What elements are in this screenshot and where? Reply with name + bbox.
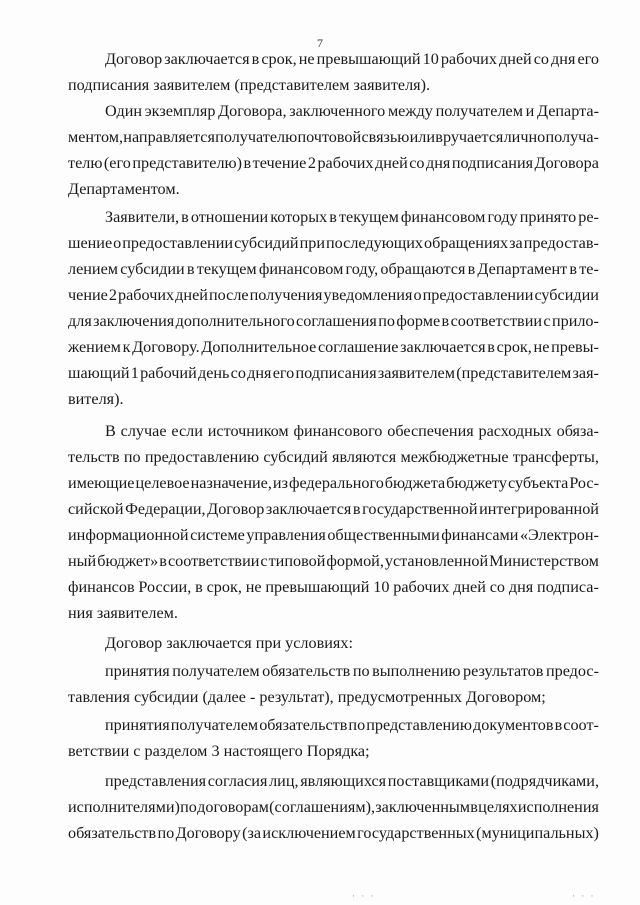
word: исполнения xyxy=(517,798,599,816)
word: представления xyxy=(105,772,207,790)
word: со xyxy=(489,578,506,596)
word: его xyxy=(577,50,599,68)
word: являются xyxy=(332,448,397,466)
word: уведомления xyxy=(323,286,413,304)
word: зая- xyxy=(572,364,599,382)
word: субсидий xyxy=(263,448,328,466)
word: о xyxy=(413,286,422,304)
text-line xyxy=(105,632,353,654)
word: экземпляр xyxy=(144,102,216,120)
line-text: ния заявителем. xyxy=(68,604,178,622)
word: в xyxy=(554,716,563,734)
word: лично xyxy=(503,128,546,146)
word: соответствии xyxy=(450,312,543,330)
word: финансового xyxy=(293,422,383,440)
word: вручается xyxy=(435,128,504,146)
word: со xyxy=(409,154,425,172)
word: являющихся xyxy=(300,772,387,790)
text-line xyxy=(68,336,599,358)
word: представлению xyxy=(366,716,472,734)
word: заключается xyxy=(400,338,486,356)
text-line xyxy=(105,100,599,122)
word: исполнителями) xyxy=(68,798,180,816)
line-text: подписания заявителем (представителем заявителя). xyxy=(68,76,431,94)
word: целевое xyxy=(135,474,190,492)
word: принятия xyxy=(105,662,170,680)
word: дней xyxy=(498,50,532,68)
word: заключается xyxy=(265,500,352,518)
word: (соглашениям), xyxy=(269,798,376,816)
word: его xyxy=(272,364,295,382)
word: выполнению xyxy=(372,662,461,680)
word: бюджета xyxy=(384,474,446,492)
word: не xyxy=(245,578,262,596)
word: договорам xyxy=(197,798,269,816)
text-line xyxy=(105,206,599,228)
word: согласия xyxy=(207,772,268,790)
word: году xyxy=(487,208,518,226)
word: для xyxy=(68,312,92,330)
text-line xyxy=(68,152,599,174)
text-line xyxy=(68,576,599,598)
page-number: 7 xyxy=(317,36,323,50)
word: государственной xyxy=(362,500,478,518)
word: дней xyxy=(453,578,486,596)
word: получателем xyxy=(170,716,259,734)
word: источником xyxy=(207,422,289,440)
word: обяза- xyxy=(556,422,599,440)
word: подписания xyxy=(295,364,377,382)
line-text: вителя). xyxy=(68,390,124,408)
text-line xyxy=(68,822,599,844)
line-text: Департаментом. xyxy=(68,180,180,198)
word: получения xyxy=(249,286,323,304)
word: Федерации, xyxy=(125,500,206,518)
word: Договор xyxy=(105,50,163,68)
word: и xyxy=(525,102,535,120)
word: бюджет» xyxy=(97,552,159,570)
word: 10 xyxy=(373,578,390,596)
word: получа- xyxy=(545,128,599,146)
word: Департа- xyxy=(536,102,599,120)
word: предоставлению xyxy=(144,448,260,466)
word: обязательств xyxy=(68,824,157,842)
word: в xyxy=(569,260,578,278)
word: рабочих xyxy=(317,154,374,172)
word: в xyxy=(487,338,495,356)
word: Министерством xyxy=(489,552,599,570)
word: в xyxy=(467,260,476,278)
word: общественными xyxy=(327,526,440,544)
line-text: ветствии с разделом 3 настоящего Порядка; xyxy=(68,742,370,760)
word: типовой xyxy=(268,552,326,570)
word: дней xyxy=(375,154,408,172)
word: отношении xyxy=(190,208,269,226)
text-line xyxy=(68,284,599,306)
word: результатов xyxy=(463,662,544,680)
word: в xyxy=(251,50,260,68)
word: по xyxy=(348,716,366,734)
word: обязательств xyxy=(262,662,351,680)
word: к xyxy=(122,338,131,356)
word: случае xyxy=(120,422,167,440)
word: предос- xyxy=(545,662,599,680)
word: срок, xyxy=(496,338,532,356)
word: срок, xyxy=(206,578,242,596)
word: подписания xyxy=(451,154,534,172)
word: лиц, xyxy=(269,772,299,790)
word: в xyxy=(243,154,252,172)
word: (его xyxy=(103,154,131,172)
word: не xyxy=(533,338,550,356)
word: финансовом xyxy=(258,260,344,278)
word: Договор xyxy=(207,500,265,518)
word: в xyxy=(329,208,337,226)
word: обеспечения xyxy=(387,422,474,440)
word: получателем xyxy=(172,662,260,680)
word: рабочих xyxy=(393,578,450,596)
text-line xyxy=(68,796,599,818)
word: предостав- xyxy=(523,234,599,252)
word: течение xyxy=(252,154,307,172)
word: если xyxy=(171,422,203,440)
word: почтовой xyxy=(297,128,362,146)
word: заключения xyxy=(93,312,175,330)
word: те- xyxy=(579,260,599,278)
word: рабочих xyxy=(440,50,497,68)
text-line xyxy=(68,258,599,280)
word: расходных xyxy=(478,422,552,440)
word: с xyxy=(543,312,551,330)
word: рабочий xyxy=(140,364,197,382)
word: межбюджетные xyxy=(400,448,509,466)
word: рабочих xyxy=(118,286,175,304)
word: прило- xyxy=(551,312,599,330)
word: Один xyxy=(105,102,143,120)
word: заключенного xyxy=(289,102,386,120)
word: в xyxy=(186,260,195,278)
text-line xyxy=(105,714,599,736)
word: финансов xyxy=(68,578,135,596)
word: по xyxy=(123,448,141,466)
word: Договору. xyxy=(132,338,200,356)
word: дня xyxy=(247,364,272,382)
word: по xyxy=(180,798,197,816)
text-line xyxy=(68,232,599,254)
word: финансовом xyxy=(400,208,486,226)
text-line xyxy=(68,310,599,332)
text-line xyxy=(68,602,178,624)
word: России, xyxy=(138,578,192,596)
word: системе xyxy=(190,526,245,544)
word: превы- xyxy=(551,338,599,356)
word: с xyxy=(260,552,268,570)
word: в xyxy=(159,552,167,570)
word: соот- xyxy=(563,716,599,734)
word: текущем xyxy=(196,260,257,278)
word: Департамент xyxy=(477,260,568,278)
word: направляется xyxy=(123,128,215,146)
text-line xyxy=(68,524,599,546)
word: соглашения xyxy=(296,312,377,330)
word: субсидии xyxy=(534,286,599,304)
text-line xyxy=(105,420,599,442)
word: день xyxy=(197,364,230,382)
word: (представителем xyxy=(456,364,572,382)
word: в xyxy=(352,500,361,518)
word: имеющие xyxy=(68,474,135,492)
text-line xyxy=(68,472,599,494)
word: федерального xyxy=(288,474,384,492)
word: по xyxy=(352,662,370,680)
word: соглашение xyxy=(317,338,399,356)
word: целях xyxy=(478,798,518,816)
word: документов xyxy=(472,716,554,734)
word: обязательств xyxy=(259,716,348,734)
word: (муниципальных) xyxy=(476,824,599,842)
text-line xyxy=(68,388,124,410)
word: Заявители, xyxy=(105,208,180,226)
word: подписа- xyxy=(537,578,599,596)
word: принятия xyxy=(105,716,170,734)
word: Договора xyxy=(534,154,599,172)
word: чение xyxy=(68,286,108,304)
text-line xyxy=(68,550,599,572)
word: о xyxy=(113,234,122,252)
text-line xyxy=(105,660,599,682)
word: Договора, xyxy=(218,102,287,120)
word: субсидий xyxy=(234,234,299,252)
text-line xyxy=(68,446,599,468)
word: в xyxy=(441,312,450,330)
word: по xyxy=(378,312,395,330)
word: со xyxy=(533,50,550,68)
word: в xyxy=(181,208,189,226)
word: из xyxy=(272,474,288,492)
word: превышающий xyxy=(265,578,370,596)
word: 2 xyxy=(307,154,316,172)
word: информационной xyxy=(68,526,189,544)
text-line xyxy=(68,178,180,200)
word: за xyxy=(509,234,523,252)
text-line xyxy=(68,74,430,96)
scan-artifact: · · · xyxy=(352,891,376,901)
word: жением xyxy=(68,338,121,356)
word: форме xyxy=(396,312,441,330)
word: 10 xyxy=(422,50,439,68)
word: после xyxy=(208,286,249,304)
word: срок, xyxy=(261,50,297,68)
word: последующих xyxy=(325,234,424,252)
word: (за xyxy=(242,824,262,842)
word: или xyxy=(409,128,436,146)
text-line xyxy=(68,740,370,762)
word: телю xyxy=(68,154,103,172)
word: шение xyxy=(68,234,113,252)
text-line xyxy=(105,770,599,792)
word: дней xyxy=(175,286,208,304)
word: со xyxy=(230,364,246,382)
word: В xyxy=(105,422,116,440)
word: ментом, xyxy=(68,128,124,146)
word: Договору xyxy=(175,824,241,842)
word: субсидии xyxy=(120,260,185,278)
word: предоставлении xyxy=(122,234,234,252)
word: назначение, xyxy=(190,474,272,492)
word: дополнительного xyxy=(175,312,295,330)
word: в xyxy=(195,578,203,596)
word: представителю) xyxy=(132,154,243,172)
word: сийской xyxy=(68,500,124,518)
word: финансами xyxy=(441,526,519,544)
word: государственных xyxy=(357,824,475,842)
word: (подрядчиками, xyxy=(490,772,599,790)
word: дня xyxy=(551,50,576,68)
word: ный xyxy=(68,552,97,570)
word: бюджету xyxy=(446,474,507,492)
word: поставщиками xyxy=(387,772,490,790)
line-text: тавления субсидии (далее - результат), предусмотренных Договором; xyxy=(68,688,546,706)
word: по xyxy=(157,824,175,842)
text-line xyxy=(68,362,599,384)
text-line xyxy=(68,686,546,708)
word: дня xyxy=(426,154,451,172)
word: предоставлении xyxy=(422,286,534,304)
word: трансферты, xyxy=(512,448,599,466)
word: обращаются xyxy=(380,260,466,278)
word: заключается xyxy=(164,50,250,68)
word: установленной xyxy=(384,552,489,570)
word: соответствии xyxy=(167,552,260,570)
text-line xyxy=(68,126,599,148)
word: тельств xyxy=(68,448,120,466)
word: не xyxy=(298,50,315,68)
word: субъекта xyxy=(507,474,569,492)
word: получателю xyxy=(215,128,298,146)
word: принято xyxy=(519,208,577,226)
word: между xyxy=(387,102,433,120)
word: заявителем xyxy=(377,364,455,382)
scan-artifact: · · · xyxy=(572,891,596,901)
word: формой, xyxy=(326,552,384,570)
word: ре- xyxy=(578,208,599,226)
text-line xyxy=(105,48,599,70)
word: интегрированной xyxy=(479,500,599,518)
word: «Электрон- xyxy=(519,526,599,544)
word: Рос- xyxy=(569,474,599,492)
word: Дополнительное xyxy=(201,338,317,356)
text-line xyxy=(68,498,599,520)
word: 1 xyxy=(130,364,139,382)
word: текущем xyxy=(338,208,399,226)
word: заключенным xyxy=(375,798,471,816)
word: шающий xyxy=(68,364,130,382)
word: обращениях xyxy=(424,234,509,252)
word: лением xyxy=(68,260,119,278)
word: при xyxy=(299,234,325,252)
word: связью xyxy=(361,128,410,146)
word: в xyxy=(470,798,478,816)
word: исключением xyxy=(262,824,356,842)
word: управления xyxy=(246,526,326,544)
word: 2 xyxy=(108,286,117,304)
line-text: Договор заключается при условиях: xyxy=(105,634,353,652)
word: году, xyxy=(345,260,379,278)
word: получателем xyxy=(435,102,523,120)
word: которых xyxy=(270,208,328,226)
word: дня xyxy=(508,578,534,596)
word: превышающий xyxy=(316,50,421,68)
